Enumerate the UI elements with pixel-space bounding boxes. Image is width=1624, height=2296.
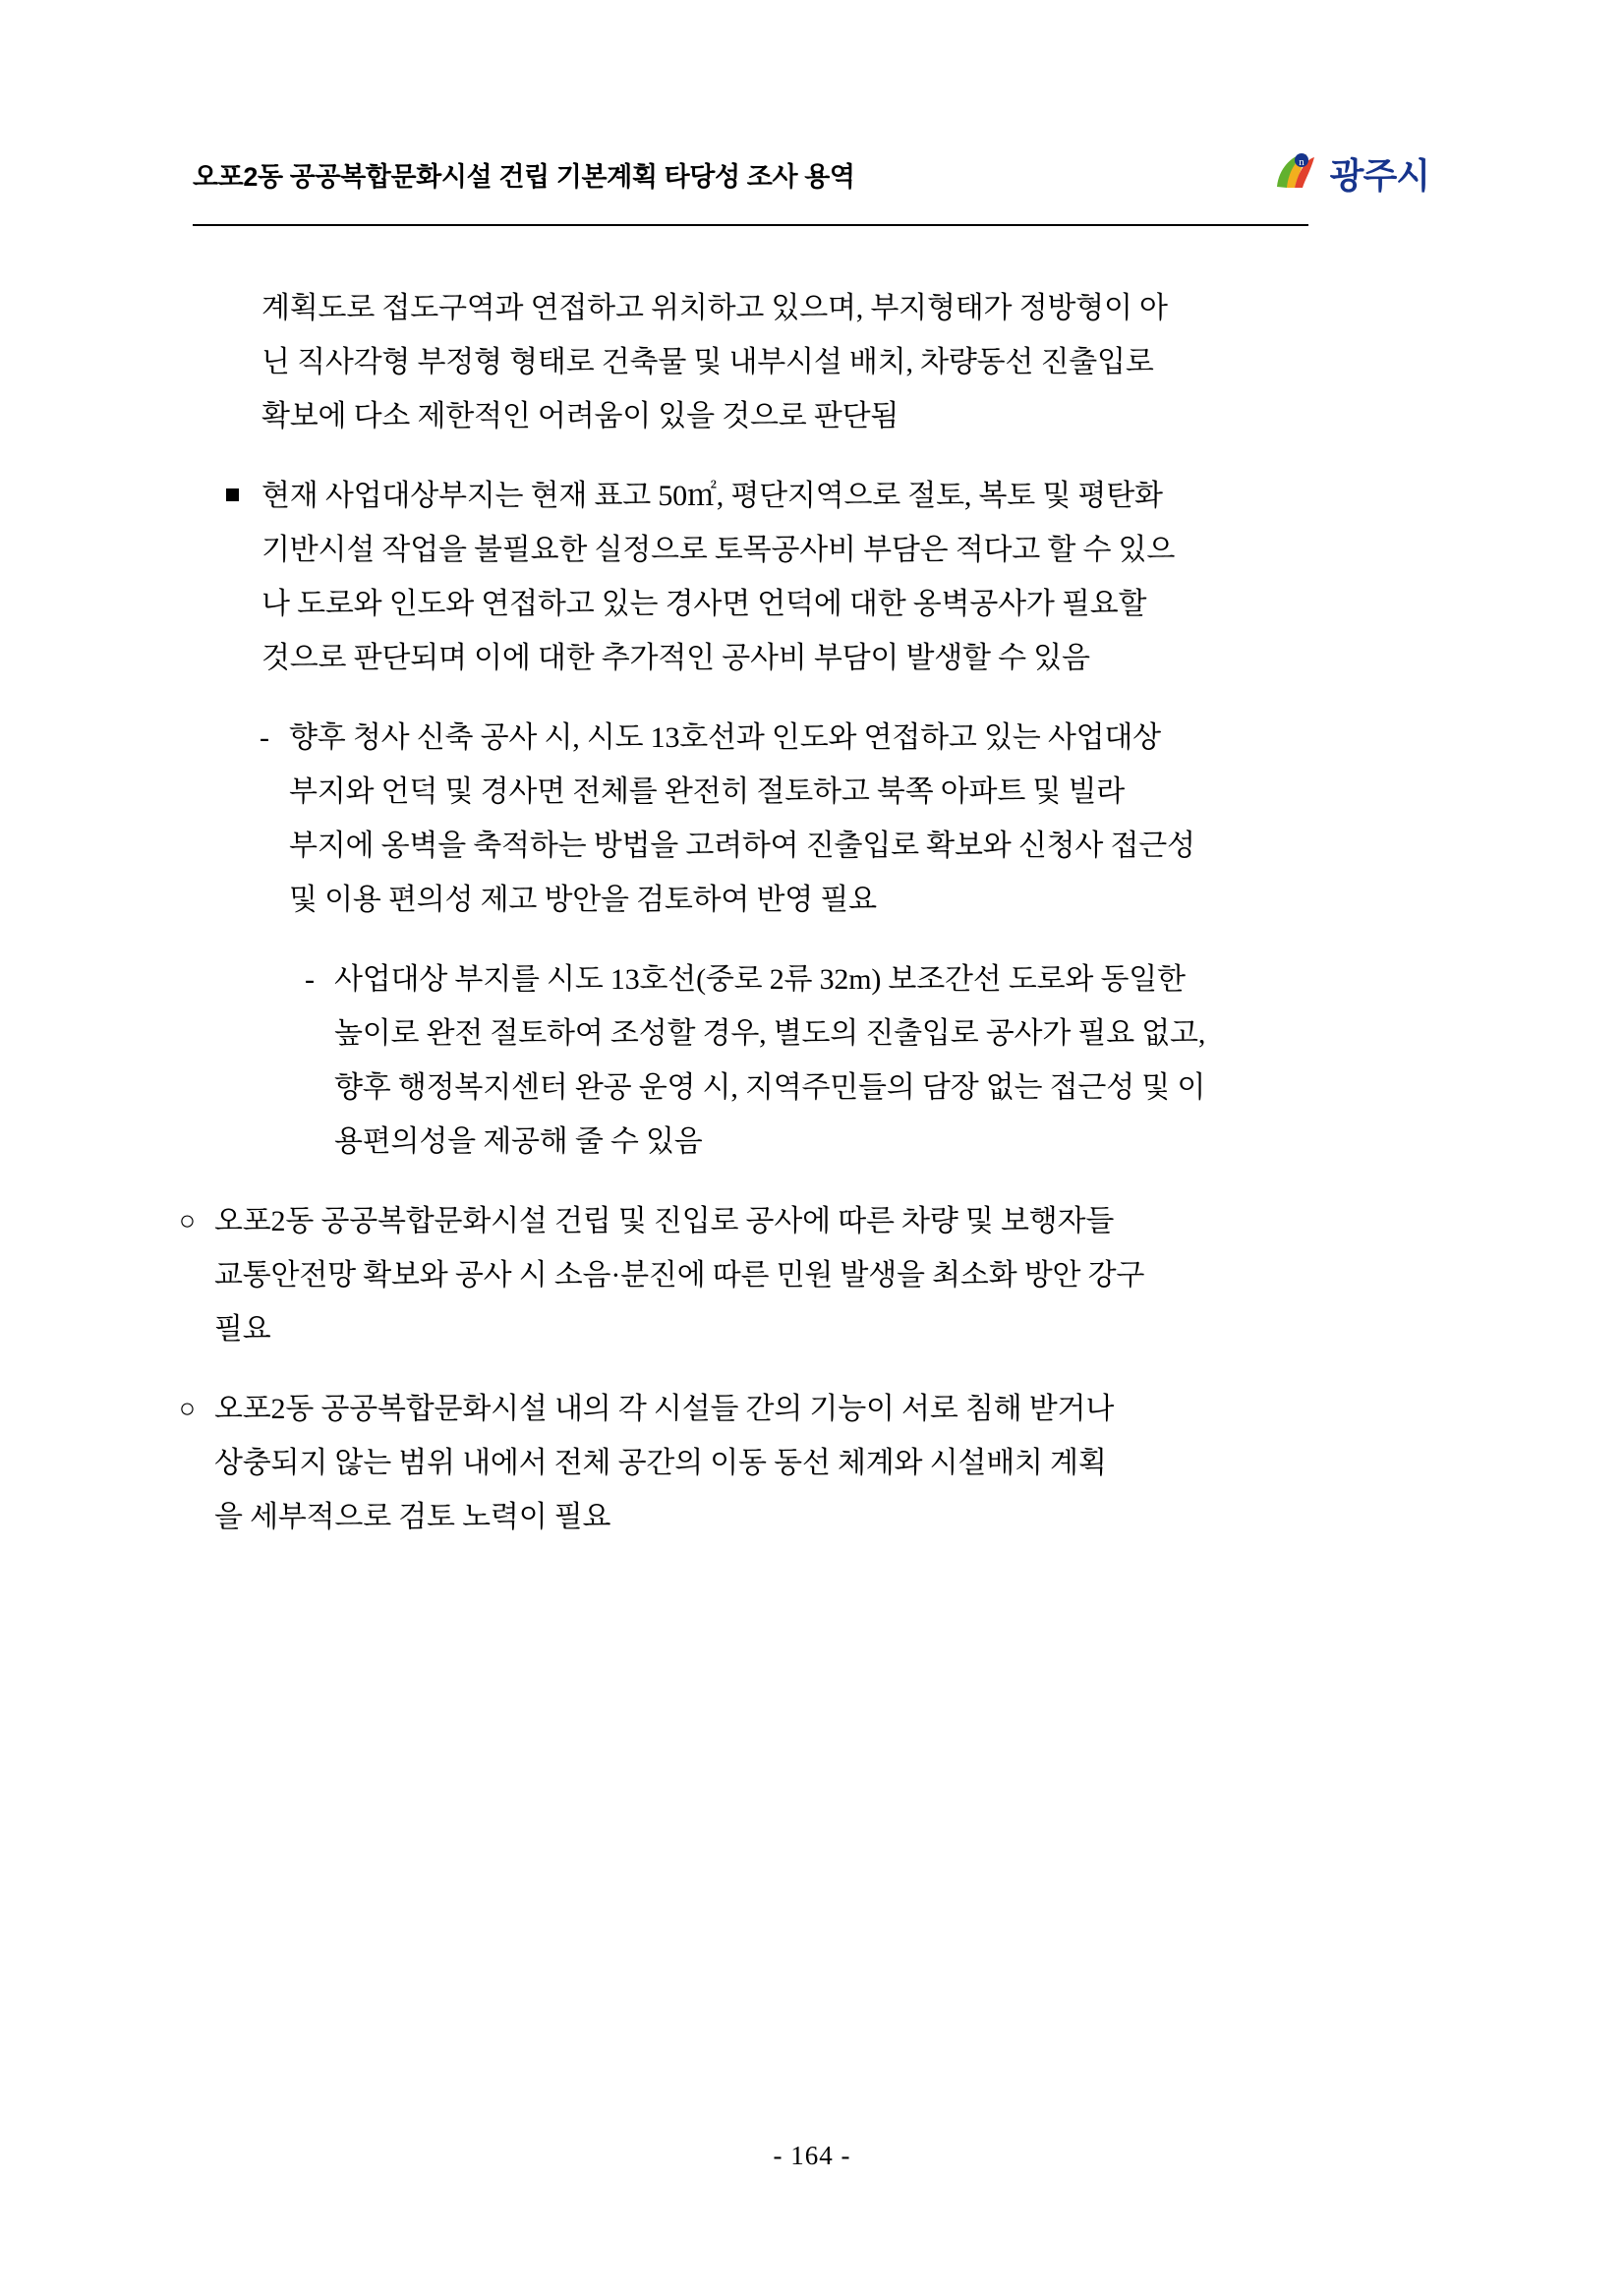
paragraph-block	[260, 711, 1368, 927]
text-line: 사업대상 부지를 시도 13호선(중로 2류 32m) 보조간선 도로와 동일한	[334, 963, 1186, 996]
spacer	[193, 1372, 1439, 1382]
square-bullet-icon	[226, 488, 239, 501]
paragraph-block	[179, 1382, 1368, 1544]
dash-bullet-icon: -	[260, 721, 269, 754]
spacer	[193, 459, 1439, 469]
page-header	[193, 147, 1439, 224]
text-line: 닌 직사각형 부정형 형태로 건축물 및 내부시설 배치, 차량동선 진출입로	[261, 346, 1154, 378]
spacer	[193, 1184, 1439, 1194]
text-line: 을 세부적으로 검토 노력이 필요	[214, 1501, 611, 1533]
document-header-title: 오포2동 공공복합문화시설 건립 기본계획 타당성 조사 용역	[193, 162, 855, 192]
circle-bullet-icon: ○	[179, 1206, 196, 1236]
dash-bullet-icon: -	[305, 963, 315, 996]
text-line: 높이로 완전 절토하여 조성할 경우, 별도의 진출입로 공사가 필요 없고,	[334, 1017, 1206, 1050]
text-line: 나 도로와 인도와 연접하고 있는 경사면 언덕에 대한 옹벽공사가 필요할	[261, 588, 1147, 620]
text-line: 오포2동 공공복합문화시설 건립 및 진입로 공사에 따른 차량 및 보행자들	[214, 1205, 1115, 1237]
document-body	[179, 281, 1439, 1560]
text-line: 교통안전망 확보와 공사 시 소음·분진에 따른 민원 발생을 최소화 방안 강구	[214, 1259, 1145, 1292]
paragraph-block	[261, 469, 1367, 685]
text-line: 용편의성을 제공해 줄 수 있음	[334, 1125, 703, 1158]
text-line: 향후 행정복지센터 완공 운영 시, 지역주민들의 담장 없는 접근성 및 이	[334, 1071, 1206, 1104]
text-line: 부지와 언덕 및 경사면 전체를 완전히 절토하고 북쪽 아파트 및 빌라	[289, 775, 1126, 808]
logo-emblem-icon	[1269, 147, 1320, 199]
logo-text: 광주시	[1329, 154, 1429, 196]
svg-text:n: n	[1298, 156, 1305, 168]
text-line: 오포2동 공공복합문화시설 내의 각 시설들 간의 기능이 서로 침해 받거나	[214, 1393, 1115, 1425]
text-line: 부지에 옹벽을 축적하는 방법을 고려하여 진출입로 확보와 신청사 접근성	[289, 830, 1195, 862]
header-divider	[193, 224, 1308, 226]
text-line: 것으로 판단되며 이에 대한 추가적인 공사비 부담이 발생할 수 있음	[261, 642, 1090, 674]
text-line: 필요	[214, 1313, 271, 1346]
text-line: 기반시설 작업을 불필요한 실정으로 토목공사비 부담은 적다고 할 수 있으	[261, 534, 1176, 566]
text-line: 확보에 다소 제한적인 어려움이 있을 것으로 판단됨	[261, 400, 899, 432]
page-number: - 164 -	[773, 2141, 851, 2170]
text-line: 및 이용 편의성 제고 방안을 검토하여 반영 필요	[289, 884, 877, 916]
text-line: 계획도로 접도구역과 연접하고 위치하고 있으며, 부지형태가 정방형이 아	[261, 292, 1168, 324]
circle-bullet-icon: ○	[179, 1394, 196, 1424]
spacer	[193, 943, 1439, 952]
text-line: 상충되지 않는 범위 내에서 전체 공간의 이동 동선 체계와 시설배치 계획	[214, 1447, 1107, 1479]
text-line: 현재 사업대상부지는 현재 표고 50㎡, 평단지역으로 절토, 복토 및 평탄화	[261, 480, 1163, 512]
text-line: 향후 청사 신축 공사 시, 시도 13호선과 인도와 연접하고 있는 사업대상	[289, 721, 1161, 754]
paragraph-block	[261, 281, 1367, 443]
paragraph-block	[179, 1194, 1368, 1356]
spacer	[193, 701, 1439, 711]
gwangju-city-logo	[1269, 147, 1439, 199]
page-footer	[0, 2141, 1624, 2171]
paragraph-block	[305, 952, 1368, 1169]
